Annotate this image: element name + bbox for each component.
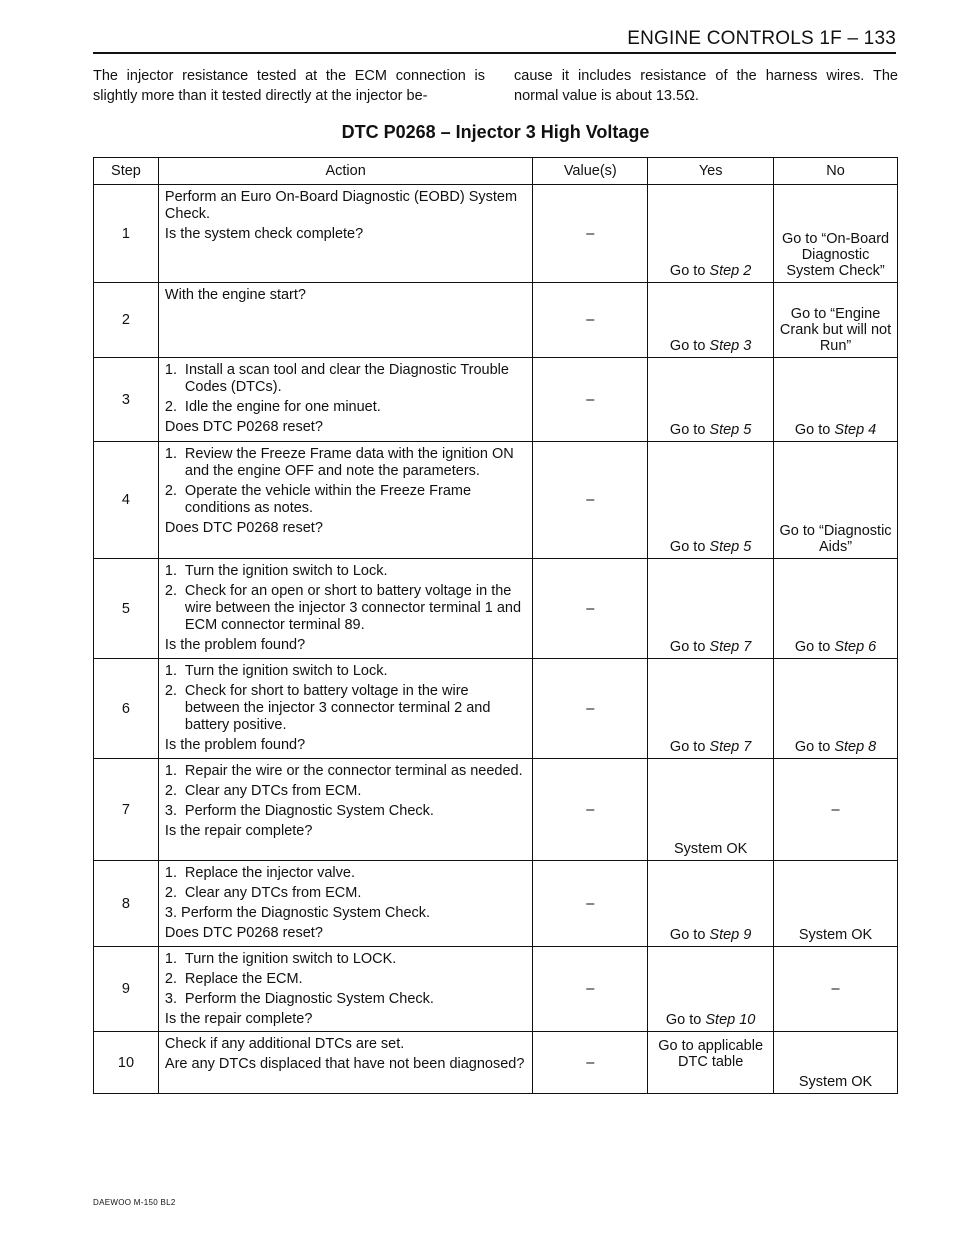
value-cell: – bbox=[533, 759, 648, 861]
action-list-item bbox=[165, 951, 526, 968]
no-outcome: Go to “Diagnostic Aids” bbox=[774, 442, 898, 559]
no-outcome-prefix: Go to bbox=[794, 422, 835, 438]
value-cell: – bbox=[533, 283, 648, 358]
yes-outcome-prefix: Go to bbox=[669, 927, 710, 943]
action-item-text: Turn the ignition switch to LOCK. bbox=[184, 951, 397, 967]
action-item-number: 1. bbox=[164, 362, 178, 378]
action-item-number: 1. bbox=[164, 663, 178, 679]
yes-outcome bbox=[648, 358, 774, 442]
action-question: Check if any additional DTCs are set. bbox=[164, 1036, 405, 1052]
no-outcome-prefix: Go to bbox=[794, 739, 835, 755]
yes-outcome-step-link: Step 3 bbox=[709, 338, 752, 354]
no-outcome-step-link: Step 8 bbox=[834, 739, 877, 755]
action-list-item bbox=[165, 583, 526, 634]
yes-outcome-step-link: Step 7 bbox=[709, 639, 752, 655]
step-number: 6 bbox=[94, 659, 159, 759]
action-item-text: Clear any DTCs from ECM. bbox=[184, 885, 362, 901]
action-item-number: 2. bbox=[164, 783, 178, 799]
action-list-item bbox=[165, 683, 526, 734]
no-outcome: System OK bbox=[774, 1032, 898, 1094]
table-row bbox=[94, 659, 898, 759]
header-rule bbox=[93, 52, 896, 54]
action-question: Is the problem found? bbox=[164, 737, 306, 753]
value-cell: – bbox=[533, 559, 648, 659]
value-cell: – bbox=[533, 659, 648, 759]
table-row bbox=[94, 759, 898, 861]
action-item-number: 2. bbox=[164, 683, 178, 699]
action-cell bbox=[158, 442, 532, 559]
action-item-text: Turn the ignition switch to Lock. bbox=[184, 563, 388, 579]
action-item-number: 1. bbox=[164, 446, 178, 462]
action-list-item bbox=[165, 865, 526, 882]
action-item-text: Turn the ignition switch to Lock. bbox=[184, 663, 388, 679]
yes-outcome-prefix: Go to bbox=[669, 263, 710, 279]
action-list-item bbox=[165, 763, 526, 780]
yes-outcome-step-link: Step 2 bbox=[709, 263, 752, 279]
yes-outcome bbox=[648, 283, 774, 358]
action-list-item bbox=[165, 885, 526, 902]
action-item-text: Replace the injector valve. bbox=[184, 865, 355, 881]
column-header-step: Step bbox=[94, 158, 159, 185]
action-list-item bbox=[165, 446, 526, 480]
action-list-item bbox=[165, 362, 526, 396]
action-cell bbox=[158, 947, 532, 1032]
yes-outcome bbox=[648, 185, 774, 283]
action-item-number: 2. bbox=[164, 399, 178, 415]
no-outcome: – bbox=[774, 947, 898, 1032]
action-item-text: Check for an open or short to battery voltage in the wire between the injector 3 connector terminal 1 and ECM connector terminal 89. bbox=[184, 583, 522, 633]
yes-outcome-step-link: Step 7 bbox=[709, 739, 752, 755]
value-cell: – bbox=[533, 861, 648, 947]
table-row bbox=[94, 559, 898, 659]
action-cell bbox=[158, 283, 532, 358]
action-item-text: Replace the ECM. bbox=[184, 971, 303, 987]
yes-outcome bbox=[648, 659, 774, 759]
action-item-text: Operate the vehicle within the Freeze Frame conditions as notes. bbox=[184, 483, 472, 516]
action-item-number: 1. bbox=[164, 563, 178, 579]
action-list-item bbox=[165, 399, 526, 416]
yes-outcome-prefix: Go to bbox=[669, 639, 710, 655]
action-list-item bbox=[165, 563, 526, 580]
yes-outcome-prefix: Go to bbox=[669, 539, 710, 555]
yes-outcome bbox=[648, 861, 774, 947]
action-question: With the engine start? bbox=[164, 287, 306, 303]
action-item-text: Idle the engine for one minuet. bbox=[184, 399, 381, 415]
action-list-item bbox=[165, 803, 526, 820]
step-number: 7 bbox=[94, 759, 159, 861]
action-question: Does DTC P0268 reset? bbox=[164, 419, 323, 435]
yes-outcome bbox=[648, 947, 774, 1032]
action-cell bbox=[158, 1032, 532, 1094]
action-list-item bbox=[165, 483, 526, 517]
table-row bbox=[94, 1032, 898, 1094]
action-question: Are any DTCs displaced that have not been diagnosed? bbox=[164, 1056, 525, 1072]
footer-code: DAEWOO M-150 BL2 bbox=[93, 1198, 176, 1207]
yes-outcome-prefix: Go to bbox=[665, 1012, 706, 1028]
action-question: Is the problem found? bbox=[164, 637, 306, 653]
step-number: 2 bbox=[94, 283, 159, 358]
action-item-text: Install a scan tool and clear the Diagnostic Trouble Codes (DTCs). bbox=[184, 362, 509, 395]
no-outcome bbox=[774, 358, 898, 442]
no-outcome-step-link: Step 4 bbox=[834, 422, 877, 438]
yes-outcome-step-link: Step 5 bbox=[709, 422, 752, 438]
table-row bbox=[94, 283, 898, 358]
no-outcome bbox=[774, 559, 898, 659]
action-item-number: 2. bbox=[164, 483, 178, 499]
action-item-number: 1. bbox=[164, 763, 178, 779]
step-number: 4 bbox=[94, 442, 159, 559]
action-item-number: 1. bbox=[164, 951, 178, 967]
yes-outcome-prefix: Go to bbox=[669, 739, 710, 755]
intro-text-left: The injector resistance tested at the ECM connection is slightly more than it tested directly at the injector be- bbox=[93, 68, 485, 104]
action-question: Does DTC P0268 reset? bbox=[164, 925, 323, 941]
table-row bbox=[94, 861, 898, 947]
step-number: 5 bbox=[94, 559, 159, 659]
action-cell bbox=[158, 185, 532, 283]
step-number: 9 bbox=[94, 947, 159, 1032]
value-cell: – bbox=[533, 947, 648, 1032]
column-header-no: No bbox=[774, 158, 898, 185]
step-number: 8 bbox=[94, 861, 159, 947]
action-item-text: Perform the Diagnostic System Check. bbox=[184, 991, 434, 1007]
column-header-values: Value(s) bbox=[533, 158, 648, 185]
action-item-text: Clear any DTCs from ECM. bbox=[184, 783, 362, 799]
step-number: 1 bbox=[94, 185, 159, 283]
column-header-action: Action bbox=[158, 158, 532, 185]
yes-outcome: Go to applicable DTC table bbox=[648, 1032, 774, 1094]
no-outcome: Go to “Engine Crank but will not Run” bbox=[774, 283, 898, 358]
table-row bbox=[94, 185, 898, 283]
yes-outcome: System OK bbox=[648, 759, 774, 861]
step-number: 10 bbox=[94, 1032, 159, 1094]
action-item-text: 3. Perform the Diagnostic System Check. bbox=[164, 905, 431, 921]
action-item-text: Perform the Diagnostic System Check. bbox=[184, 803, 434, 819]
table-body bbox=[94, 185, 898, 1094]
yes-outcome-step-link: Step 10 bbox=[705, 1012, 756, 1028]
yes-outcome bbox=[648, 559, 774, 659]
table-row bbox=[94, 442, 898, 559]
action-item-text: Repair the wire or the connector terminal as needed. bbox=[184, 763, 523, 779]
table-row bbox=[94, 947, 898, 1032]
action-question: Is the repair complete? bbox=[164, 1011, 313, 1027]
action-item-number: 3. bbox=[164, 803, 178, 819]
action-cell bbox=[158, 358, 532, 442]
action-list-item bbox=[165, 783, 526, 800]
action-question: Perform an Euro On-Board Diagnostic (EOBD) System Check. bbox=[164, 189, 518, 222]
action-cell bbox=[158, 659, 532, 759]
yes-outcome-step-link: Step 9 bbox=[709, 927, 752, 943]
action-question: Does DTC P0268 reset? bbox=[164, 520, 323, 536]
yes-outcome bbox=[648, 442, 774, 559]
action-item-number: 3. bbox=[164, 991, 178, 1007]
column-header-yes: Yes bbox=[648, 158, 774, 185]
action-item-number: 2. bbox=[164, 583, 178, 599]
table-row bbox=[94, 358, 898, 442]
page-header-title: ENGINE CONTROLS 1F – 133 bbox=[627, 28, 896, 49]
value-cell: – bbox=[533, 1032, 648, 1094]
dtc-table bbox=[93, 157, 898, 1094]
no-outcome: Go to “On-Board Diagnostic System Check” bbox=[774, 185, 898, 283]
value-cell: – bbox=[533, 442, 648, 559]
no-outcome: – bbox=[774, 759, 898, 861]
action-question: Is the system check complete? bbox=[164, 226, 364, 242]
action-cell bbox=[158, 861, 532, 947]
step-number: 3 bbox=[94, 358, 159, 442]
action-question: Is the repair complete? bbox=[164, 823, 313, 839]
action-item-text: Review the Freeze Frame data with the ignition ON and the engine OFF and note the parameters. bbox=[184, 446, 514, 479]
no-outcome: System OK bbox=[774, 861, 898, 947]
value-cell: – bbox=[533, 185, 648, 283]
action-item-number: 2. bbox=[164, 971, 178, 987]
no-outcome-step-link: Step 6 bbox=[834, 639, 877, 655]
no-outcome-prefix: Go to bbox=[794, 639, 835, 655]
no-outcome bbox=[774, 659, 898, 759]
value-cell: – bbox=[533, 358, 648, 442]
table-header-row bbox=[94, 158, 898, 185]
action-item-text: Check for short to battery voltage in the wire between the injector 3 connector terminal 2 and battery positive. bbox=[184, 683, 491, 733]
action-cell bbox=[158, 759, 532, 861]
yes-outcome-prefix: Go to bbox=[669, 422, 710, 438]
action-item-number: 1. bbox=[164, 865, 178, 881]
action-cell bbox=[158, 559, 532, 659]
intro-text-right: cause it includes resistance of the harness wires. The normal value is about 13.5Ω. bbox=[514, 68, 898, 104]
table-title: DTC P0268 – Injector 3 High Voltage bbox=[341, 122, 650, 142]
yes-outcome-prefix: Go to bbox=[669, 338, 710, 354]
action-list-item bbox=[165, 663, 526, 680]
action-list-item bbox=[165, 971, 526, 988]
yes-outcome-step-link: Step 5 bbox=[709, 539, 752, 555]
action-list-item bbox=[165, 991, 526, 1008]
action-item-number: 2. bbox=[164, 885, 178, 901]
